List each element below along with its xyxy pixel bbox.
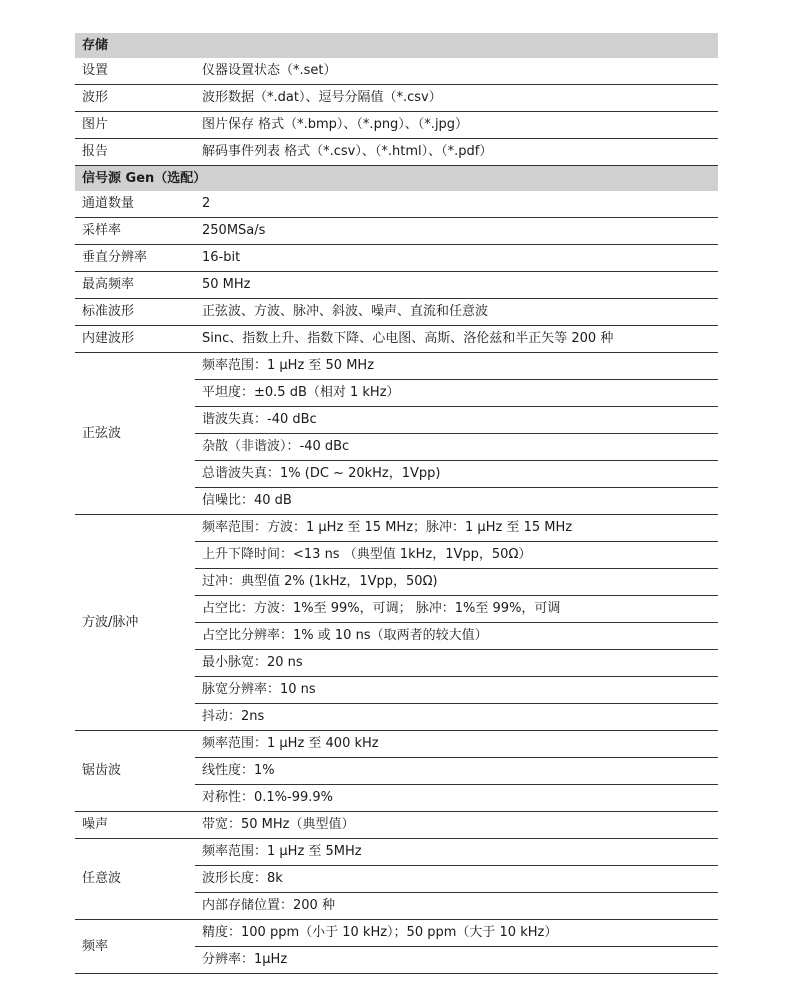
spec-row xyxy=(75,353,718,380)
spec-value: 占空比分辨率：1% 或 10 ns（取两者的较大值） xyxy=(195,623,718,650)
spec-label: 图片 xyxy=(75,112,195,139)
section-title: 存储 xyxy=(75,33,718,58)
spec-label: 最高频率 xyxy=(75,272,195,299)
spec-value: 频率范围：1 μHz 至 50 MHz xyxy=(195,353,718,380)
spec-value: 图片保存 格式（*.bmp）、（*.png）、（*.jpg） xyxy=(195,112,718,139)
spec-label: 内建波形 xyxy=(75,326,195,353)
spec-value: 抖动：2ns xyxy=(195,704,718,731)
spec-value: 仪器设置状态（*.set） xyxy=(195,58,718,85)
spec-value: 波形数据（*.dat）、逗号分隔值（*.csv） xyxy=(195,85,718,112)
section-header xyxy=(75,33,718,58)
spec-value: 频率范围：方波：1 μHz 至 15 MHz；脉冲：1 μHz 至 15 MHz xyxy=(195,515,718,542)
spec-value: 杂散（非谐波）：-40 dBc xyxy=(195,434,718,461)
spec-value: 正弦波、方波、脉冲、斜波、噪声、直流和任意波 xyxy=(195,299,718,326)
spec-value: 带宽：50 MHz（典型值） xyxy=(195,812,718,839)
spec-value: 线性度：1% xyxy=(195,758,718,785)
spec-value: 16-bit xyxy=(195,245,718,272)
spec-row xyxy=(75,272,718,299)
spec-value: 谐波失真：-40 dBc xyxy=(195,407,718,434)
spec-label: 标准波形 xyxy=(75,299,195,326)
spec-row xyxy=(75,245,718,272)
spec-label: 垂直分辨率 xyxy=(75,245,195,272)
spec-value: 分辨率：1μHz xyxy=(195,947,718,974)
spec-value: 平坦度：±0.5 dB（相对 1 kHz） xyxy=(195,380,718,407)
spec-label: 采样率 xyxy=(75,218,195,245)
spec-label: 噪声 xyxy=(75,812,195,839)
spec-row xyxy=(75,299,718,326)
spec-value: 精度：100 ppm（小于 10 kHz）；50 ppm（大于 10 kHz） xyxy=(195,920,718,947)
spec-row xyxy=(75,218,718,245)
spec-value: 解码事件列表 格式（*.csv）、（*.html）、（*.pdf） xyxy=(195,139,718,166)
spec-value: 上升下降时间：<13 ns （典型值 1kHz，1Vpp，50Ω） xyxy=(195,542,718,569)
spec-value: 50 MHz xyxy=(195,272,718,299)
spec-row xyxy=(75,515,718,542)
spec-label: 频率 xyxy=(75,920,195,974)
spec-value: 频率范围：1 μHz 至 5MHz xyxy=(195,839,718,866)
spec-row xyxy=(75,112,718,139)
spec-row xyxy=(75,191,718,218)
spec-row xyxy=(75,85,718,112)
spec-row xyxy=(75,920,718,947)
section-title: 信号源 Gen（选配） xyxy=(75,166,718,192)
spec-value: 波形长度：8k xyxy=(195,866,718,893)
spec-label: 锯齿波 xyxy=(75,731,195,812)
spec-value: 频率范围：1 μHz 至 400 kHz xyxy=(195,731,718,758)
spec-sheet xyxy=(75,33,718,974)
spec-value: 信噪比：40 dB xyxy=(195,488,718,515)
spec-row xyxy=(75,839,718,866)
spec-value: 占空比：方波：1%至 99%，可调； 脉冲：1%至 99%，可调 xyxy=(195,596,718,623)
spec-value: 总谐波失真：1% (DC ~ 20kHz，1Vpp) xyxy=(195,461,718,488)
spec-value: 对称性：0.1%-99.9% xyxy=(195,785,718,812)
spec-value: Sinc、指数上升、指数下降、心电图、高斯、洛伦兹和半正矢等 200 种 xyxy=(195,326,718,353)
spec-row xyxy=(75,58,718,85)
spec-row xyxy=(75,326,718,353)
spec-value: 过冲：典型值 2% (1kHz，1Vpp，50Ω) xyxy=(195,569,718,596)
section-header xyxy=(75,166,718,192)
spec-value: 内部存储位置：200 种 xyxy=(195,893,718,920)
spec-label: 设置 xyxy=(75,58,195,85)
spec-row xyxy=(75,812,718,839)
spec-value: 脉宽分辨率：10 ns xyxy=(195,677,718,704)
spec-value: 最小脉宽：20 ns xyxy=(195,650,718,677)
spec-label: 波形 xyxy=(75,85,195,112)
spec-table xyxy=(75,33,718,974)
spec-label: 通道数量 xyxy=(75,191,195,218)
spec-label: 正弦波 xyxy=(75,353,195,515)
spec-row xyxy=(75,731,718,758)
spec-label: 报告 xyxy=(75,139,195,166)
spec-label: 任意波 xyxy=(75,839,195,920)
spec-label: 方波/脉冲 xyxy=(75,515,195,731)
spec-value: 250MSa/s xyxy=(195,218,718,245)
spec-row xyxy=(75,139,718,166)
spec-value: 2 xyxy=(195,191,718,218)
